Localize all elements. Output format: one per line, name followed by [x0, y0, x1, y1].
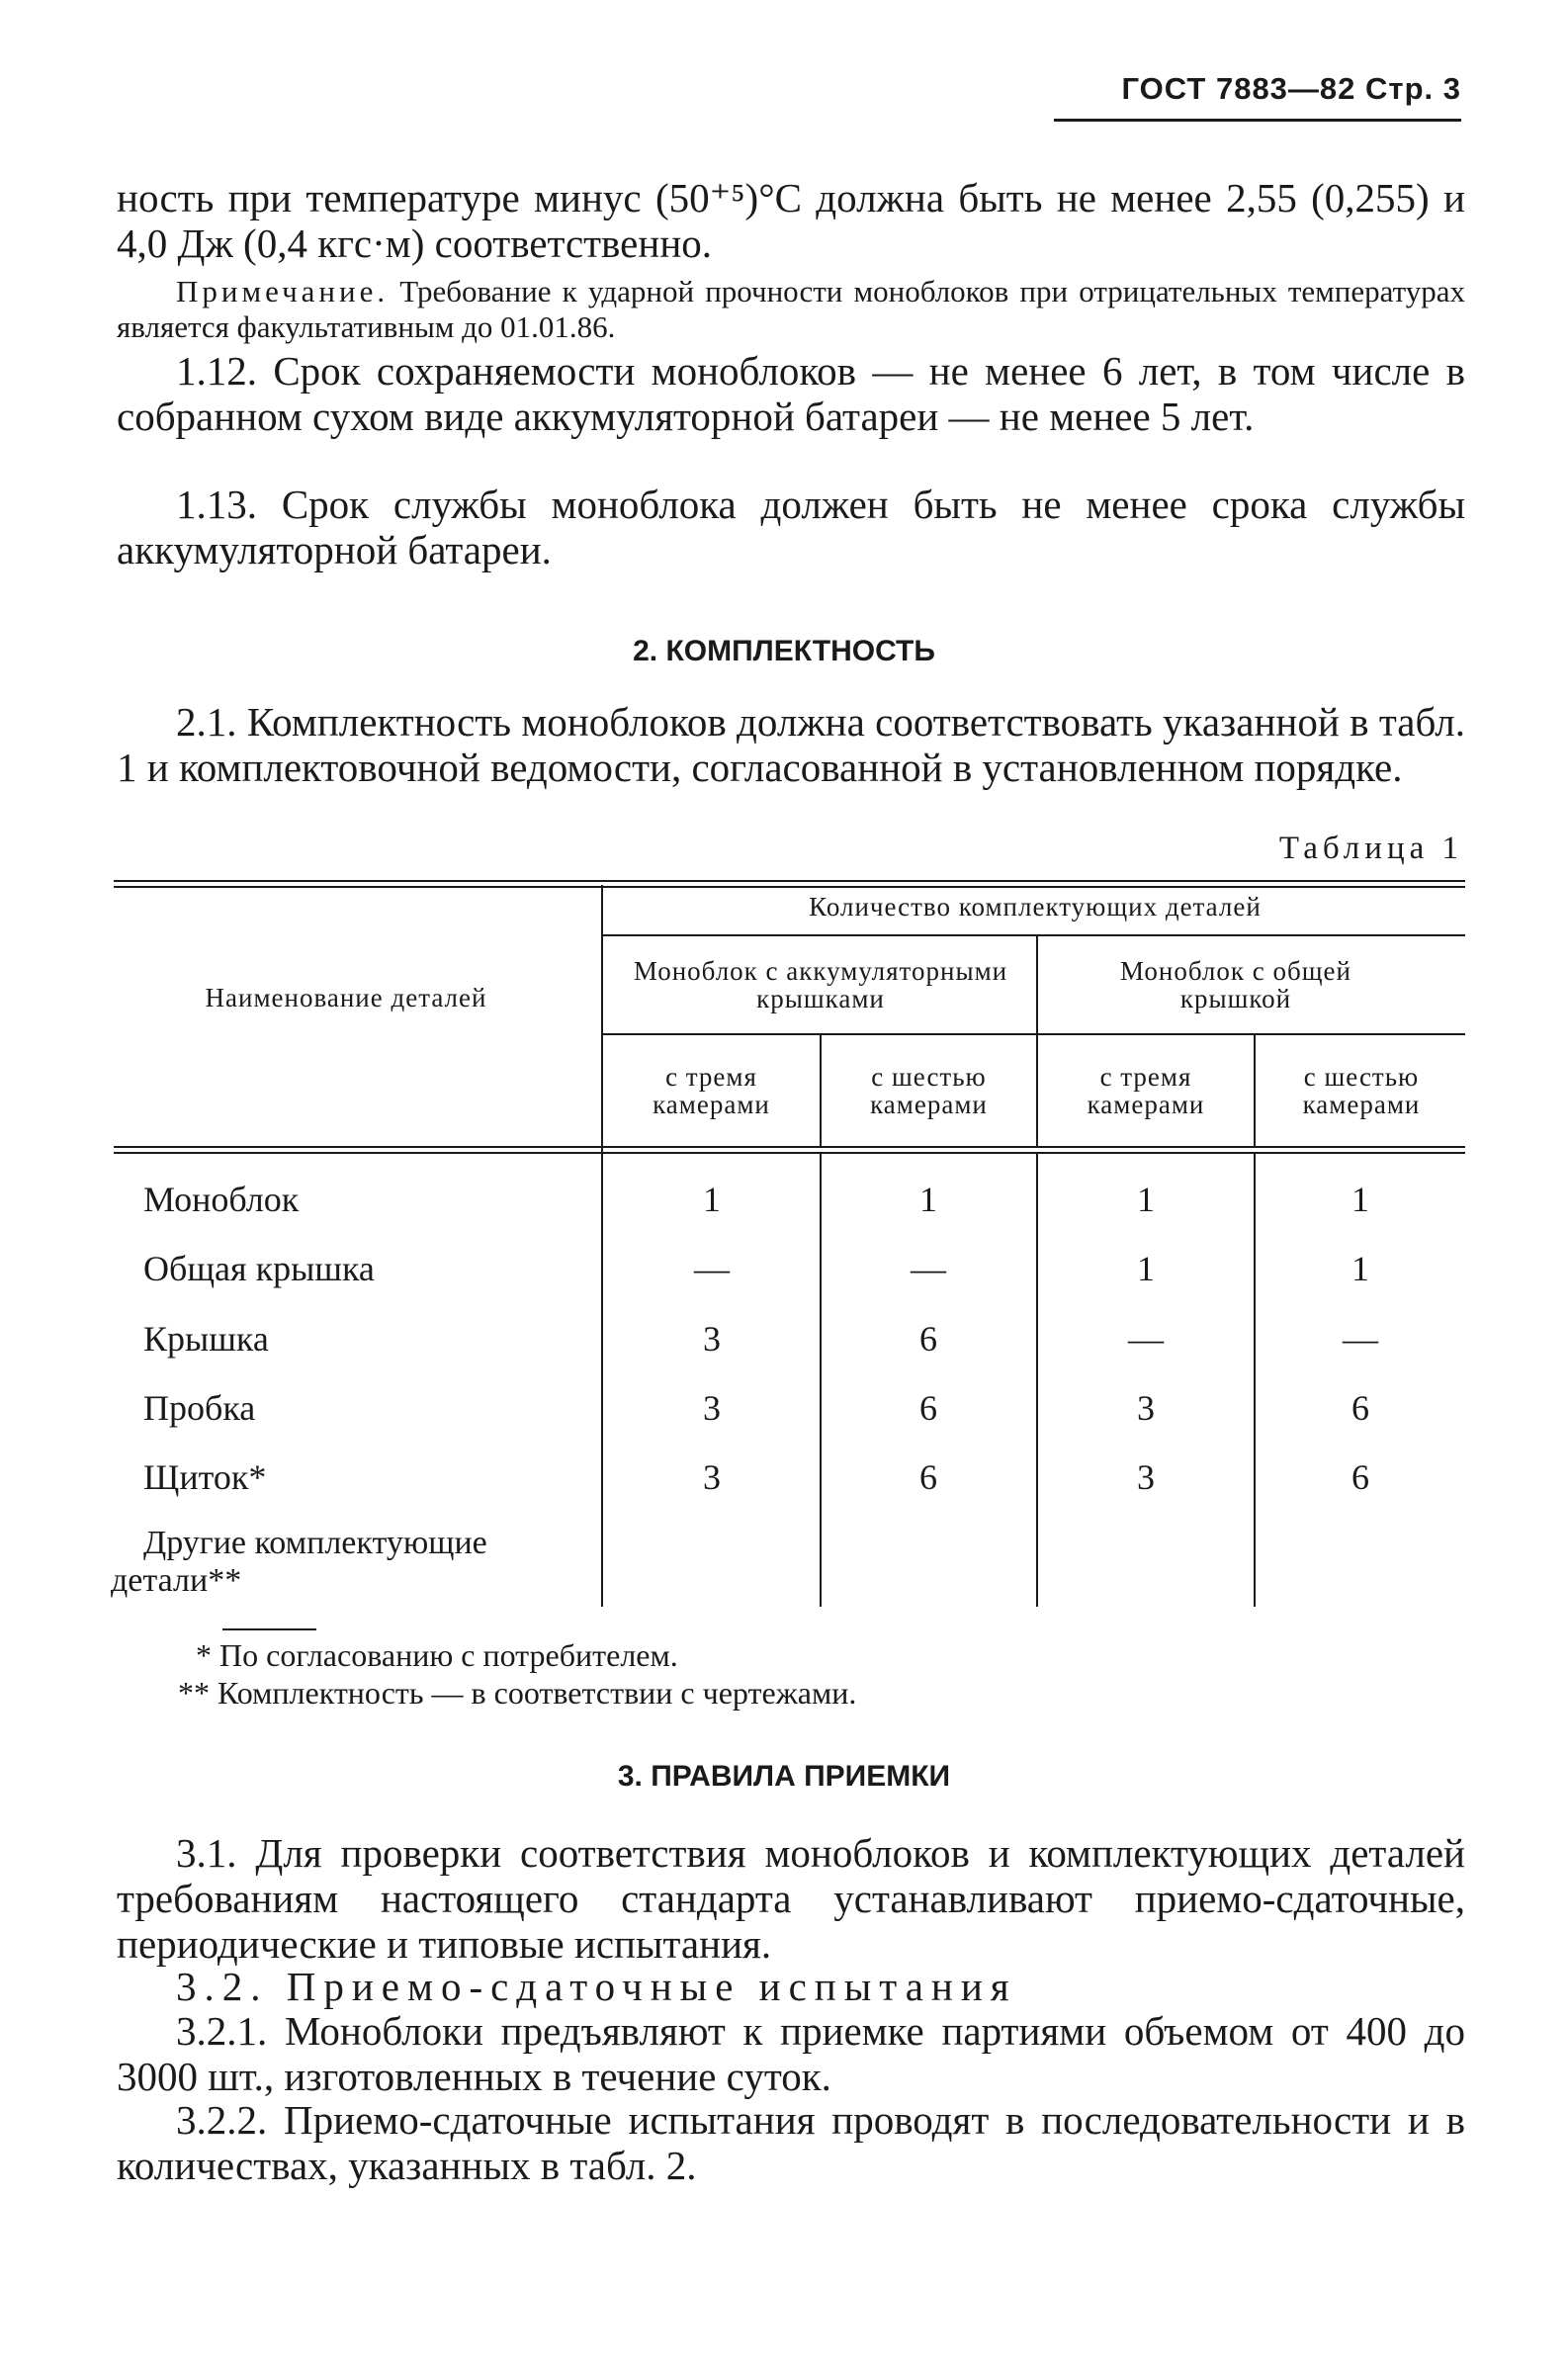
cell: — — [694, 1249, 730, 1288]
footnote-text: Комплектность — в соответствии с чертежами. — [218, 1675, 857, 1711]
section-3-title: 3. ПРАВИЛА ПРИЕМКИ — [617, 1760, 951, 1793]
row-label-shield: Щиток* — [143, 1457, 267, 1497]
cell: 1 — [1351, 1249, 1369, 1288]
row-label-lid: Крышка — [143, 1319, 269, 1359]
cell: — — [1343, 1319, 1378, 1359]
footnote-mark: * — [196, 1637, 212, 1673]
table-caption: Таблица 1 — [1278, 831, 1463, 866]
row-label-other-line1: Другие комплектующие — [143, 1525, 487, 1561]
cell: 1 — [1137, 1180, 1155, 1219]
cell: 6 — [1351, 1457, 1369, 1497]
paragraph-3-2-2: 3.2.2. Приемо-сдаточные испытания проводят в последовательности и в количествах, указанных в табл. 2. — [117, 2097, 1465, 2188]
cell: 3 — [1137, 1388, 1155, 1428]
table-sub-six-1: с шестью камерами — [870, 1062, 988, 1119]
table-vline-2-body — [820, 1154, 822, 1607]
cell: 1 — [703, 1180, 721, 1219]
row-label-monoblock: Моноблок — [143, 1180, 300, 1219]
table-head-bottom-rule-2 — [114, 1152, 1465, 1154]
cell: 1 — [1351, 1180, 1369, 1219]
cell: 1 — [919, 1180, 937, 1219]
footnote-2 — [178, 1674, 856, 1712]
page-header: ГОСТ 7883—82 Стр. 3 — [1121, 71, 1461, 106]
paragraph-2-1: 2.1. Комплектность моноблоков должна соответствовать указанной в табл. 1 и комплектовочной ведомости, согласованной в установленном порядке. — [117, 699, 1465, 790]
table-vline-3-body — [1036, 1154, 1038, 1607]
paragraph-3-1: 3.1. Для проверки соответствия моноблоков и комплектующих деталей требованиям настоящего стандарта устанавливают приемо-сдаточные, периодические и типовые испытания. — [117, 1830, 1465, 1967]
table-vline-3-head — [1036, 936, 1038, 1146]
cell: — — [911, 1249, 946, 1288]
table-top-rule-2 — [114, 886, 1465, 888]
row-label-other-line2: детали** — [111, 1562, 242, 1599]
paragraph-intro: ность при температуре минус (50⁺⁵)°С должна быть не менее 2,55 (0,255) и 4,0 Дж (0,4 кгс·м) соответственно. — [117, 175, 1465, 266]
table-head-rule-1 — [603, 934, 1465, 936]
cell: 6 — [919, 1319, 937, 1359]
table-sub-six-2: с шестью камерами — [1302, 1062, 1421, 1119]
table-head-rule-2 — [603, 1033, 1465, 1035]
header-rule — [1054, 119, 1461, 122]
cell: 3 — [703, 1457, 721, 1497]
section-2-title: 2. КОМПЛЕКТНОСТЬ — [633, 635, 935, 667]
table-head-group-2: Моноблок с общей крышкой — [1120, 956, 1351, 1013]
cell: 3 — [703, 1319, 721, 1359]
footnote-rule — [222, 1628, 316, 1630]
footnote-mark: ** — [178, 1675, 210, 1711]
table-vline-2-head — [820, 1035, 822, 1146]
note-label: Примечание. — [176, 274, 390, 308]
table-head-bottom-rule — [114, 1146, 1465, 1148]
table-sub-three-2: с тремя камерами — [1087, 1062, 1205, 1119]
footnote-text: По согласованию с потребителем. — [219, 1637, 678, 1673]
row-label-common-lid: Общая крышка — [143, 1249, 375, 1288]
cell: 1 — [1137, 1249, 1155, 1288]
table-top-rule — [114, 880, 1465, 882]
table-vline-4-body — [1254, 1154, 1256, 1607]
table-head-qty: Количество комплектующих деталей — [809, 892, 1262, 922]
table-vline-1 — [601, 885, 603, 1607]
cell: 6 — [1351, 1388, 1369, 1428]
note-text: Требование к ударной прочности моноблоков при отрицательных температурах является факультативным до 01.01.86. — [117, 274, 1465, 344]
cell: 6 — [919, 1388, 937, 1428]
paragraph-1-13: 1.13. Срок службы моноблока должен быть не менее срока службы аккумуляторной батареи. — [117, 482, 1465, 572]
paragraph-3-2: 3.2. Приемо-сдаточные испытания — [176, 1964, 1017, 2009]
table-vline-4-head — [1254, 1035, 1256, 1146]
cell: — — [1128, 1319, 1164, 1359]
note — [117, 274, 1465, 345]
cell: 3 — [1137, 1457, 1155, 1497]
table-head-name: Наименование деталей — [205, 983, 487, 1012]
table-sub-three-1: с тремя камерами — [653, 1062, 770, 1119]
table-head-group-1: Моноблок с аккумуляторными крышками — [633, 956, 1008, 1013]
paragraph-1-12: 1.12. Срок сохраняемости моноблоков — не менее 6 лет, в том числе в собранном сухом виде аккумуляторной батареи — не менее 5 лет. — [117, 348, 1465, 439]
cell: 6 — [919, 1457, 937, 1497]
cell: 3 — [703, 1388, 721, 1428]
paragraph-3-2-1: 3.2.1. Моноблоки предъявляют к приемке партиями объемом от 400 до 3000 шт., изготовленных в течение суток. — [117, 2008, 1465, 2099]
footnote-1 — [196, 1636, 678, 1674]
row-label-plug: Пробка — [143, 1388, 256, 1428]
